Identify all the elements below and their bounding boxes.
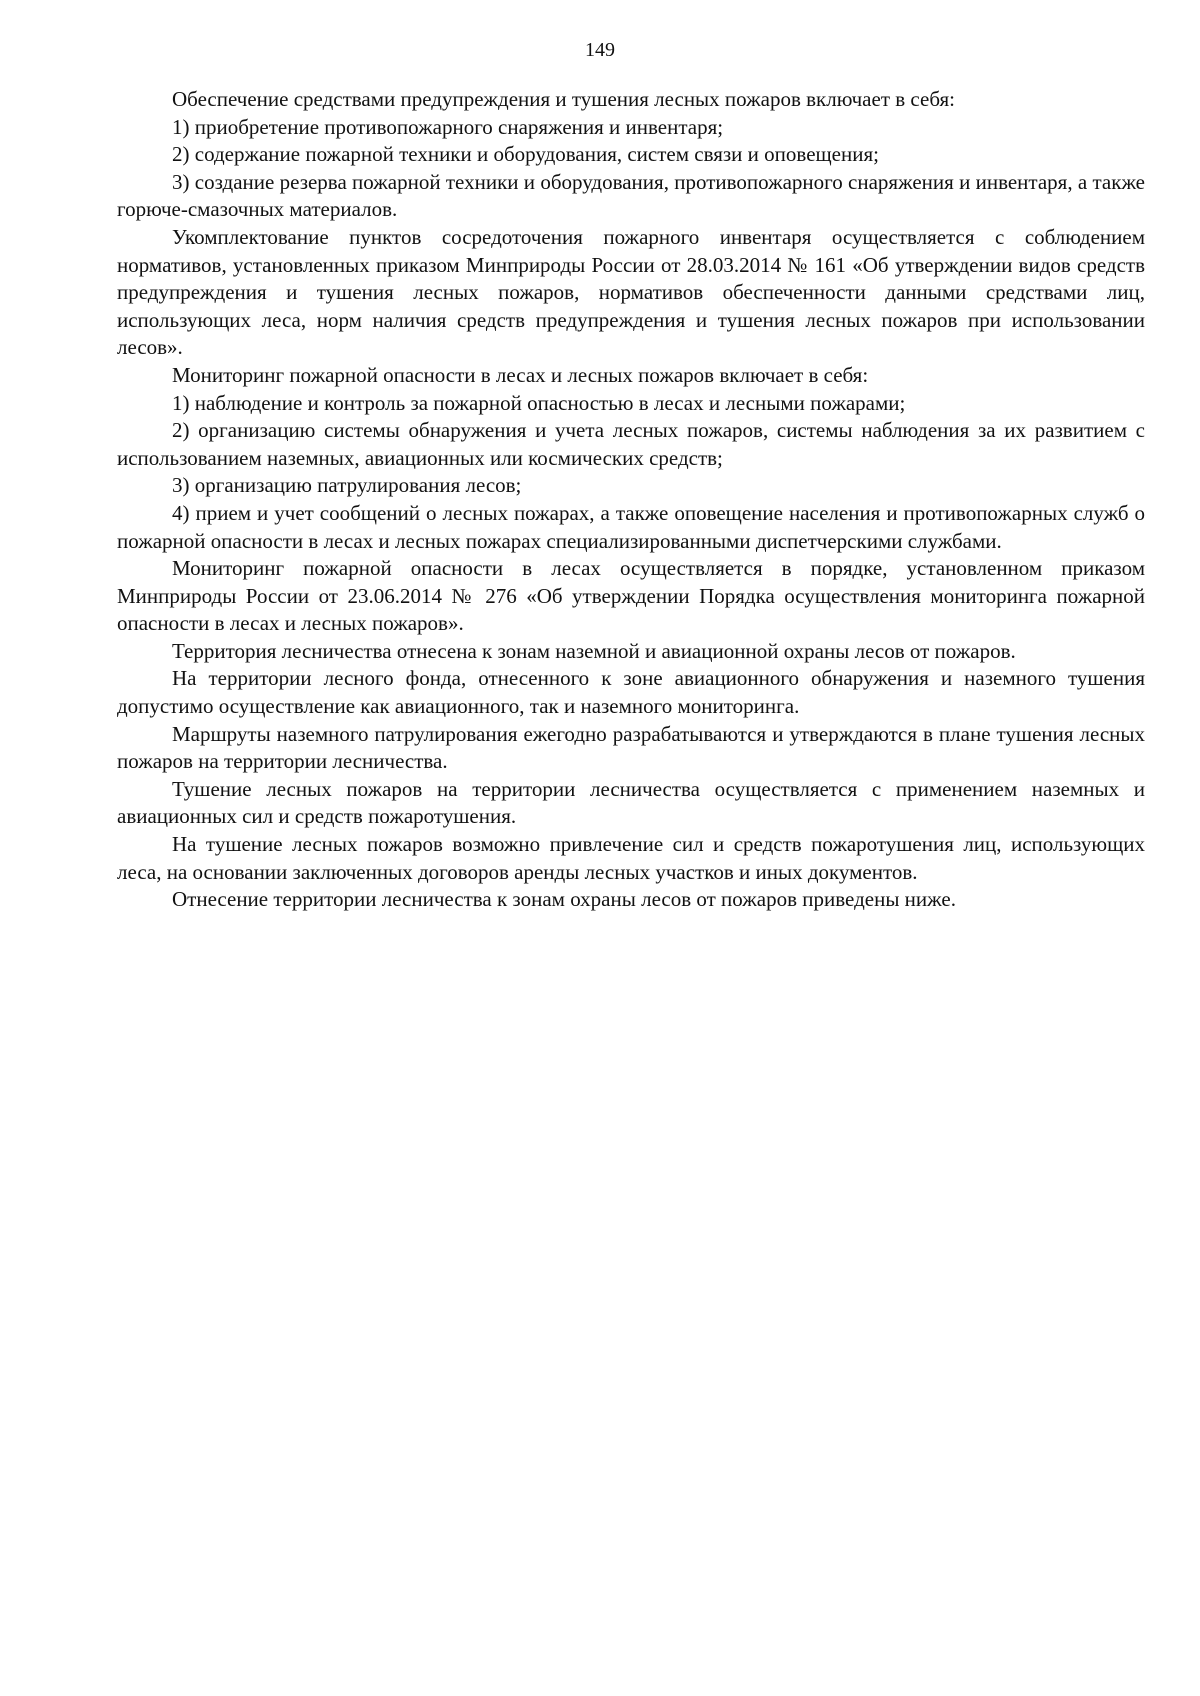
list-item-equipment-maintenance: 2) содержание пожарной техники и оборудования, систем связи и оповещения;: [172, 142, 879, 167]
paragraph-fire-prevention-means: Обеспечение средствами предупреждения и тушения лесных пожаров включает в себя:: [172, 87, 955, 111]
paragraph-equipment-points: Укомплектование пунктов сосредоточения пожарного инвентаря осуществляется с соблюдением нормативов, установленных приказом Минприроды России от 28.03.2014 № 161 «Об утверждении видов средств предупреждения и тушения лесных пожаров, нормативов обеспеченности данными средствами лиц, использующих леса, норм наличия средств предупреждения и тушения лесных пожаров при использовании лесов».: [117, 224, 1145, 360]
list-item-reports: 4) прием и учет сообщений о лесных пожарах, а также оповещение населения и противопожарных служб о пожарной опасности в лесах и лесных пожарах специализированными диспетчерскими службами.: [117, 500, 1145, 553]
paragraph-monitoring-intro: Мониторинг пожарной опасности в лесах и лесных пожаров включает в себя:: [172, 362, 869, 387]
paragraph-aviation-detection: На территории лесного фонда, отнесенного к зоне авиационного обнаружения и наземного тушения допустимо осуществление как авиационного, так и наземного мониторинга.: [117, 666, 1145, 719]
paragraph-patrol-routes: Маршруты наземного патрулирования ежегодно разрабатываются и утверждаются в плане тушения лесных пожаров на территории лесничества.: [117, 721, 1145, 774]
paragraph-firefighting: Тушение лесных пожаров на территории лесничества осуществляется с применением наземных и авиационных сил и средств пожаротушения.: [117, 776, 1145, 829]
paragraph-zones-reference: Отнесение территории лесничества к зонам охраны лесов от пожаров приведены ниже.: [172, 887, 956, 912]
paragraph-forest-users: На тушение лесных пожаров возможно привлечение сил и средств пожаротушения лиц, использующих леса, на основании заключенных договоров аренды лесных участков и иных документов.: [117, 832, 1145, 884]
list-item-equipment-purchase: 1) приобретение противопожарного снаряжения и инвентаря;: [172, 114, 724, 139]
paragraph-monitoring-order: Мониторинг пожарной опасности в лесах осуществляется в порядке, установленном приказом Минприроды России от 23.06.2014 № 276 «Об утверждении Порядка осуществления мониторинга пожарной опасности в лесах и лесных пожаров».: [117, 556, 1145, 636]
page-number: 149: [585, 39, 615, 61]
list-item-reserve-creation: 3) создание резерва пожарной техники и оборудования, противопожарного снаряжения и инвентаря, а также горюче-смазочных материалов.: [117, 169, 1145, 222]
list-item-patrolling: 3) организацию патрулирования лесов;: [172, 473, 522, 498]
list-item-detection-system: 2) организацию системы обнаружения и учета лесных пожаров, системы наблюдения за их развитием с использованием наземных, авиационных или космических средств;: [117, 418, 1145, 470]
document-body: [117, 86, 1145, 914]
list-item-observation: 1) наблюдение и контроль за пожарной опасностью в лесах и лесными пожарами;: [172, 390, 906, 415]
paragraph-protection-zones: Территория лесничества отнесена к зонам наземной и авиационной охраны лесов от пожаров.: [172, 638, 1016, 663]
